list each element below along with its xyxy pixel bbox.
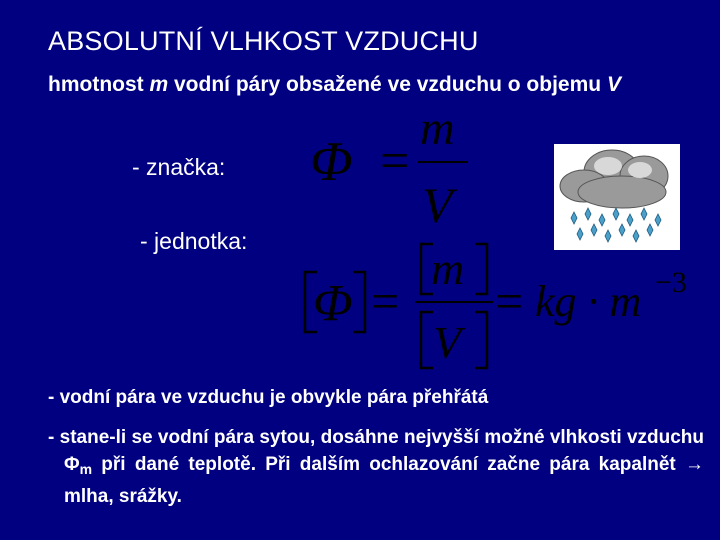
- bracket-right: [353, 272, 365, 332]
- bracket-right: [475, 244, 487, 294]
- definition-text: [48, 70, 688, 100]
- bracket-left: [421, 312, 433, 368]
- bullet-superheated: - vodní pára ve vzduchu je obvykle pára přehřátá: [48, 387, 489, 408]
- bullet2-part1: - stane-li se vodní pára sytou, dosáhne nejvyšší možné vlhkosti vzduchu: [48, 427, 704, 448]
- bracket-right: [475, 312, 487, 368]
- formula2-exponent: −3: [655, 266, 687, 299]
- definition-var-V: V: [606, 73, 621, 96]
- formula2-unit: kg · m: [535, 277, 642, 326]
- formula2-numerator-m: m: [431, 243, 465, 294]
- symbol-label: - značka:: [132, 154, 226, 180]
- definition-part1: hmotnost: [48, 73, 150, 96]
- formula2-denominator-V: V: [433, 317, 462, 368]
- bullet2-phi-symbol: Φ: [64, 454, 80, 475]
- formula-symbol: [300, 100, 490, 235]
- definition-part2: vodní páry obsažené ve vzduchu o objemu: [168, 73, 607, 96]
- rain-cloud-icon: [552, 142, 682, 252]
- slide-title: ABSOLUTNÍ VLHKOST VZDUCHU: [48, 26, 479, 56]
- formula-numerator-m: m: [420, 102, 455, 155]
- formula2-equals: =: [371, 273, 400, 329]
- formula2-equals-2: =: [495, 273, 524, 329]
- formula-unit: [295, 232, 695, 377]
- formula2-phi: Φ: [313, 275, 353, 332]
- bullet2-part2: při dané teplotě. Při dalším ochlazování začne pára kapalnět → mlha, srážky.: [64, 454, 704, 507]
- unit-label: - jednotka:: [140, 228, 248, 254]
- bullet-saturation: [48, 424, 704, 510]
- definition-var-m: m: [149, 73, 169, 96]
- formula-denominator-V: V: [422, 177, 453, 233]
- formula-phi: Φ: [310, 131, 353, 193]
- bullet2-phi-subscript: m: [79, 461, 93, 477]
- formula-equals: =: [380, 133, 410, 190]
